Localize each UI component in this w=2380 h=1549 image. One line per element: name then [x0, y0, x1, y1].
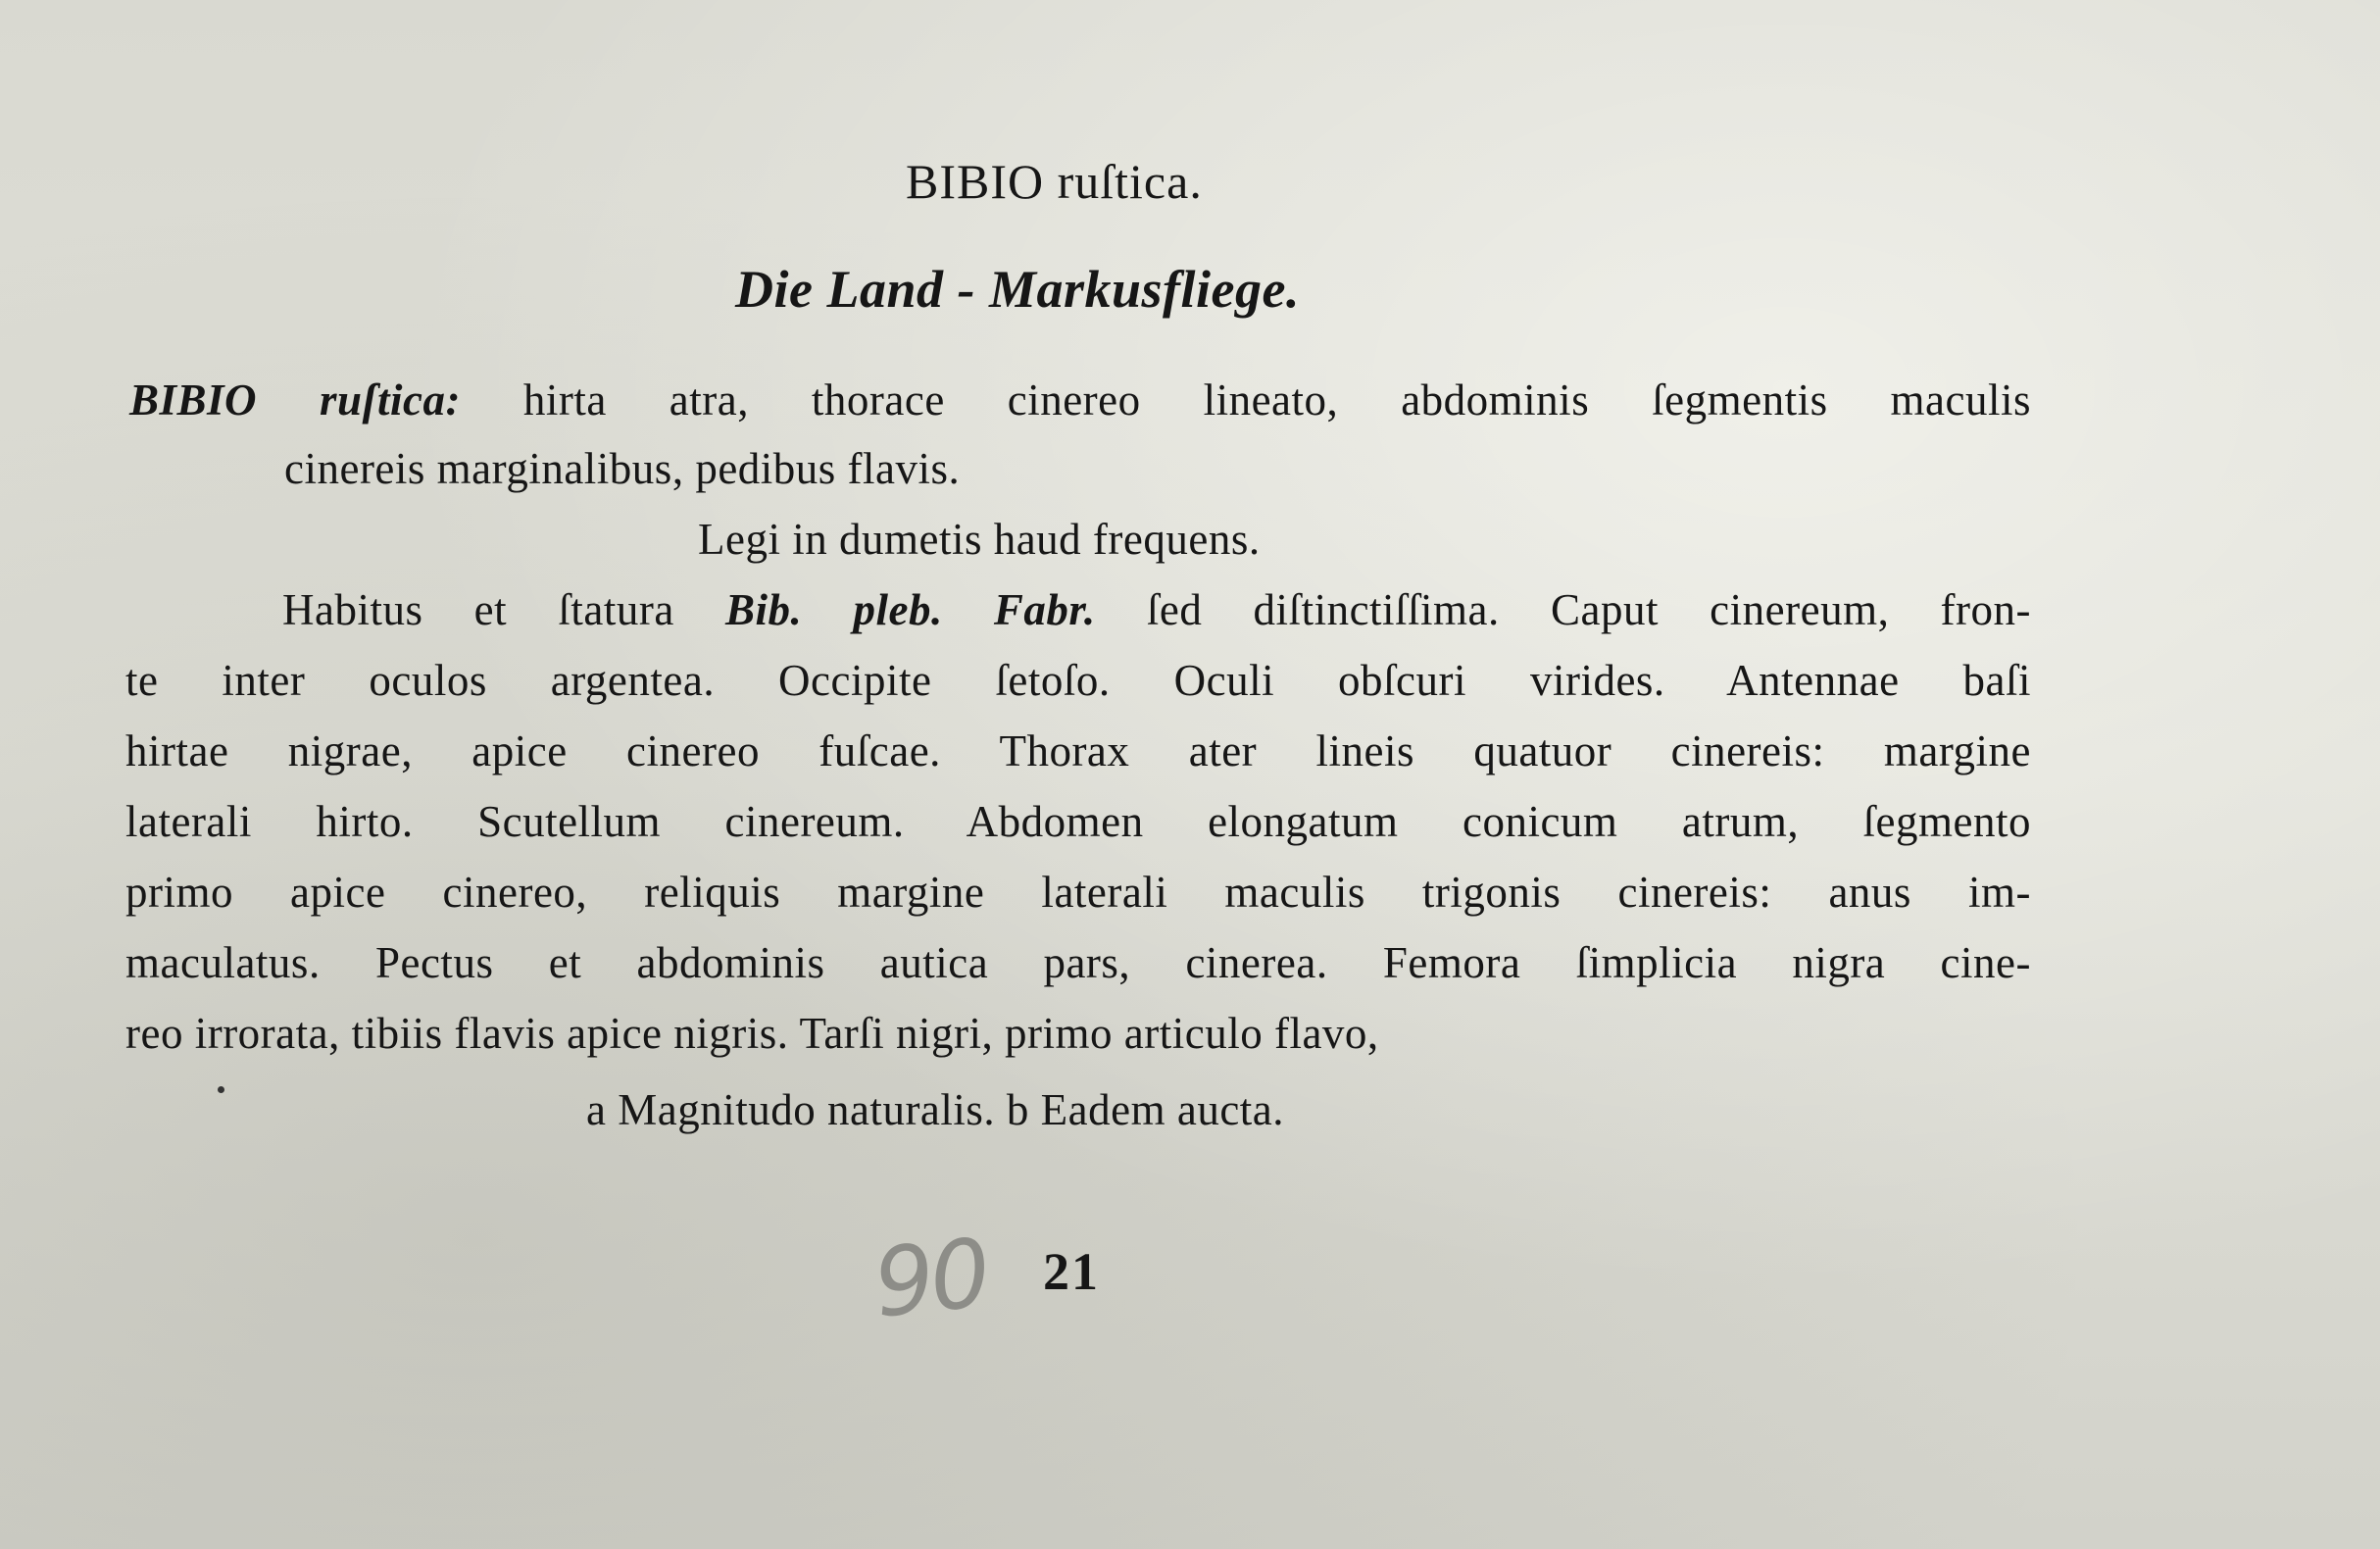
- description-reference: Bib. pleb. Fabr.: [725, 585, 1096, 634]
- species-title: BIBIO ruſtica.: [906, 154, 1203, 209]
- diagnosis-text: hirta atra, thorace cinereo lineato, abdominis ſegmentis maculis: [460, 375, 2031, 425]
- description-line-2: te inter oculos argentea. Occipite ſetoſo. Oculi obſcuri virides. Antennae baſi: [125, 656, 2031, 705]
- diagnosis-line-1: [129, 375, 2031, 425]
- description-line-1: [282, 585, 2031, 634]
- page-number: 21: [1043, 1242, 1100, 1301]
- description-line-4: laterali hirto. Scutellum cinereum. Abdomen elongatum conicum atrum, ſegmento: [125, 797, 2031, 846]
- pencil-annotation: 90: [868, 1218, 992, 1339]
- diagnosis-line-2: cinereis marginalibus, pedibus flavis.: [284, 444, 961, 493]
- common-name-subtitle: Die Land - Markusfliege.: [735, 260, 1300, 319]
- description-line-7: reo irrorata, tibiis flavis apice nigris. Tarſi nigri, primo articulo flavo,: [125, 1009, 1379, 1058]
- description-line-5: primo apice cinereo, reliquis margine laterali maculis trigonis cinereis: anus im-: [125, 868, 2031, 917]
- ink-speck: [218, 1086, 224, 1093]
- description-line-3: hirtae nigrae, apice cinereo fuſcae. Thorax ater lineis quatuor cinereis: margine: [125, 726, 2031, 775]
- figure-caption: a Magnitudo naturalis. b Eadem aucta.: [586, 1085, 1285, 1134]
- description-text: Habitus et ſtatura: [282, 585, 725, 634]
- locality-line: Legi in dumetis haud frequens.: [698, 515, 1261, 564]
- diagnosis-species-name: BIBIO ruſtica:: [129, 375, 461, 425]
- description-line-6: maculatus. Pectus et abdominis autica pars, cinerea. Femora ſimplicia nigra cine-: [125, 938, 2031, 987]
- description-text: ſed diſtinctiſſima. Caput cinereum, fron-: [1095, 585, 2031, 634]
